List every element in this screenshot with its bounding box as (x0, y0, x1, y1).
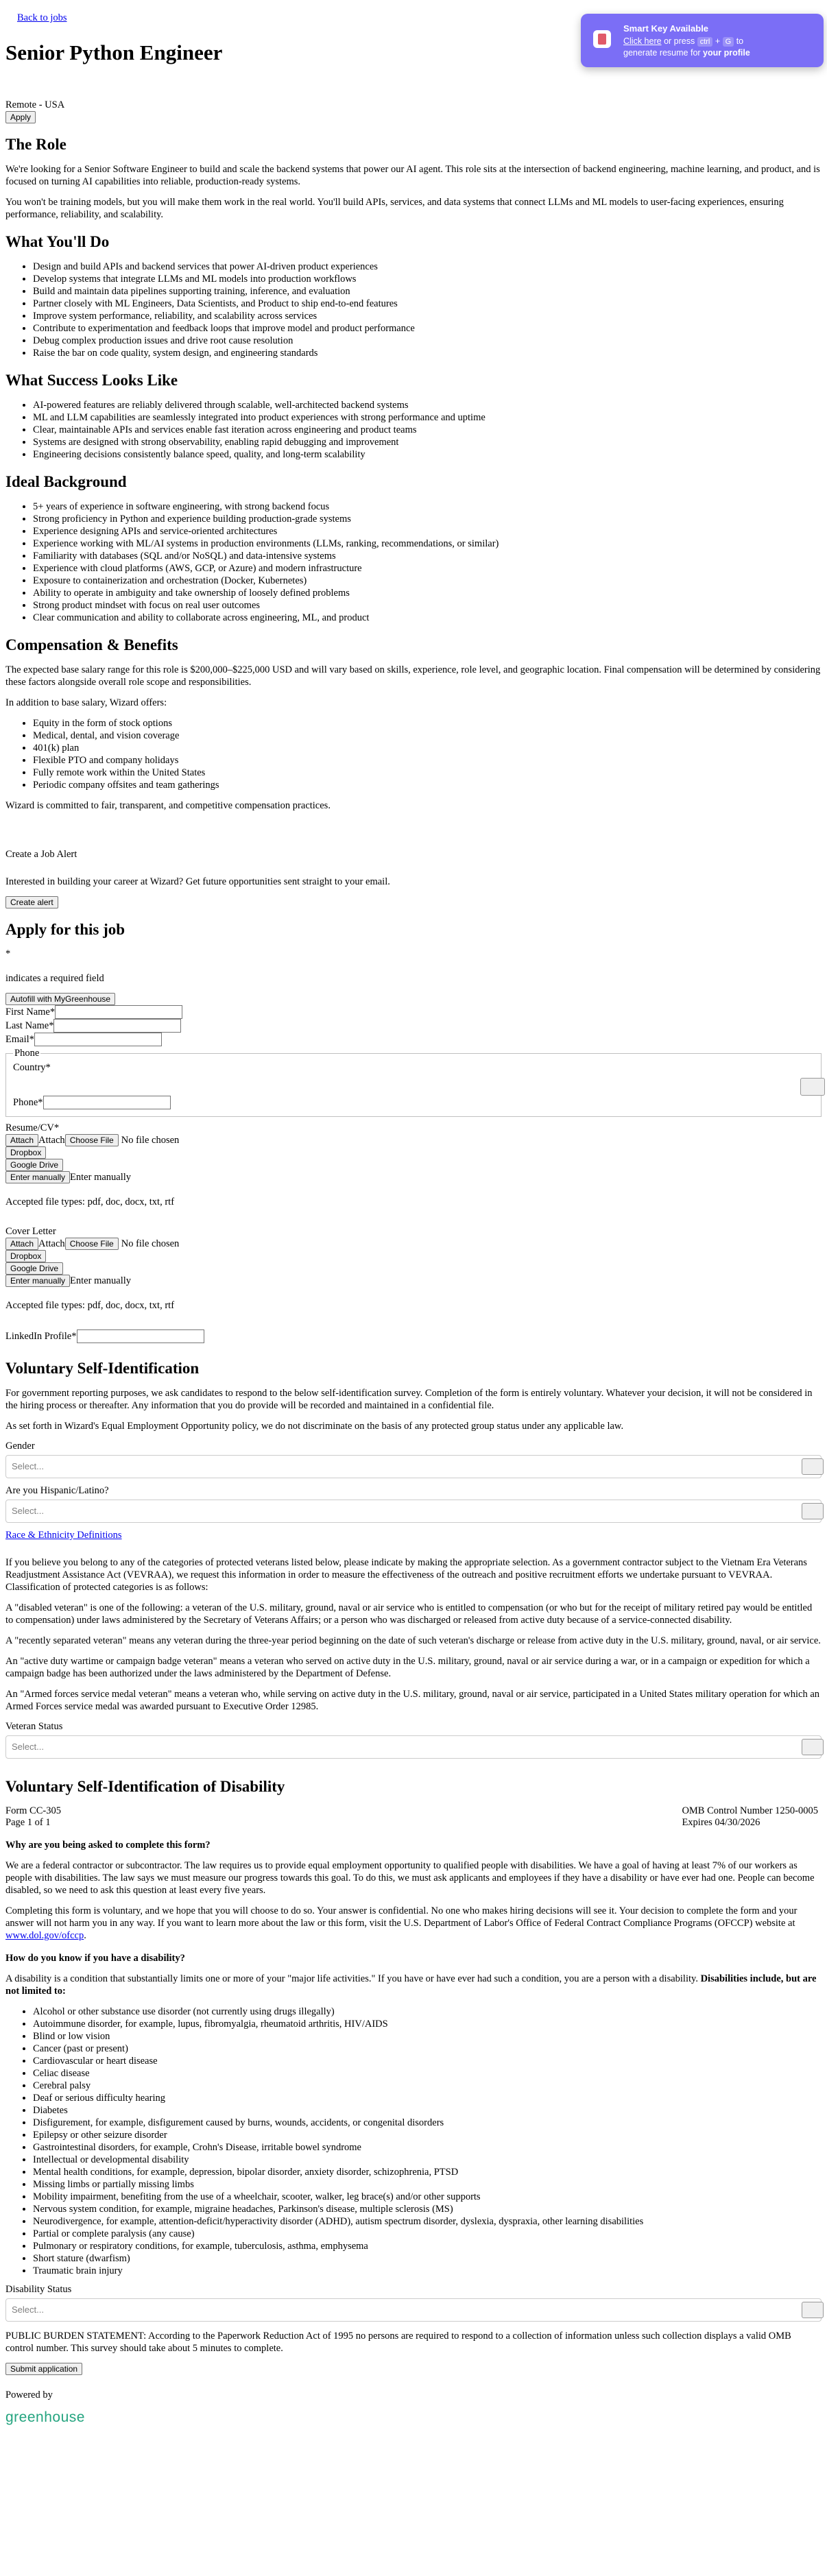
veteran-paragraph: A "disabled veteran" is one of the following: a veteran of the U.S. military, ground, naval or air service who is entitled to compensation (or who but for the receipt of military retired pay would be entitled to compensation) under laws administered by the Secretary of Veterans Affairs; or a person who was discharged or released from active duty because of a service-connected disability. (5, 1602, 813, 1626)
email-label: Email* (5, 1033, 34, 1045)
resume-enter-manually-button[interactable]: Enter manually (5, 1171, 70, 1183)
attach-text: Attach (38, 1238, 65, 1249)
chevron-down-icon[interactable] (802, 2302, 824, 2318)
form-number: Form CC-305 (5, 1805, 61, 1816)
list-item: • Flexible PTO and company holidays (33, 754, 822, 767)
list-item: • Partial or complete paralysis (any cause) (33, 2228, 822, 2240)
chevron-down-icon[interactable] (802, 1503, 824, 1519)
list-item: • Build and maintain data pipelines supporting training, inference, and evaluation (33, 285, 822, 298)
g-key: G (723, 37, 734, 47)
veteran-paragraph: If you believe you belong to any of the categories of protected veterans listed below, please indicate by making the appropriate selection. As a government contractor subject to the Vietnam Era Veterans Readjustment Assistance Act (VEVRAA), we request this information in order to measure the effectiveness of the outreach and positive recruitment efforts we undertake pursuant to VEVRAA. Classification of protected categories is as follows: (5, 1557, 807, 1593)
what-you-do-heading: What You'll Do (5, 233, 110, 250)
list-item: • Gastrointestinal disorders, for example, Crohn's Disease, irritable bowel syndrome (33, 2141, 822, 2154)
chevron-down-icon[interactable] (802, 1739, 824, 1755)
vsi-paragraph: As set forth in Wizard's Equal Employment Opportunity policy, we do not discriminate on the basis of any protected group status under any applicable law. (5, 1421, 624, 1432)
list-item: • Clear, maintainable APIs and services enable fast iteration across engineering and product teams (33, 424, 822, 436)
list-item: • Experience with cloud platforms (AWS, GCP, or Azure) and modern infrastructure (33, 562, 822, 575)
what-you-do-list (5, 261, 822, 359)
list-item: • Alcohol or other substance use disorder (not currently using drugs illegally) (33, 2006, 822, 2018)
disability-question: How do you know if you have a disability? (5, 1953, 185, 1964)
form-header (5, 1805, 822, 1829)
benefits-list (5, 717, 822, 791)
form-page: Page 1 of 1 (5, 1817, 51, 1828)
list-item: • Epilepsy or other seizure disorder (33, 2129, 822, 2141)
list-item: • Pulmonary or respiratory conditions, for example, tuberculosis, asthma, emphysema (33, 2240, 822, 2252)
cover-dropbox-button[interactable]: Dropbox (5, 1250, 46, 1262)
disability-text: . (84, 1930, 86, 1941)
list-item: • Traumatic brain injury (33, 2265, 822, 2277)
enter-manually-text: Enter manually (70, 1171, 132, 1183)
create-alert-button[interactable]: Create alert (5, 896, 58, 908)
phone-input[interactable] (43, 1096, 171, 1109)
cover-google-drive-button[interactable]: Google Drive (5, 1262, 63, 1275)
resume-accepted-types: Accepted file types: pdf, doc, docx, txt, rtf (5, 1196, 175, 1207)
first-name-label: First Name* (5, 1006, 56, 1018)
list-item: • Cancer (past or present) (33, 2043, 822, 2055)
back-to-jobs-link[interactable]: Back to jobs (17, 12, 67, 23)
list-item: • Autoimmune disorder, for example, lupus, fibromyalgia, rheumatoid arthritis, HIV/AIDS (33, 2018, 822, 2030)
toast-click-here-link[interactable]: Click here (623, 36, 662, 46)
list-item: • Experience designing APIs and service-oriented architectures (33, 525, 822, 538)
disability-paragraph: We are a federal contractor or subcontractor. The law requires us to provide equal employment opportunity to qualified people with disabilities. We have a goal of having at least 7% of our workers as people with disabilities. The law says we must measure our progress towards this goal. To do this, we must ask applicants and employees if they have a disability or have ever had one. People can become disabled, so we need to ask this question at least every five years. (5, 1860, 815, 1896)
cover-enter-manually-button[interactable]: Enter manually (5, 1275, 70, 1287)
list-item: • Disfigurement, for example, disfigurement caused by burns, wounds, accidents, or congenital disorders (33, 2117, 822, 2129)
list-item: • Contribute to experimentation and feedback loops that improve model and product performance (33, 322, 822, 335)
disability-paragraph (5, 1905, 822, 1942)
role-heading: The Role (5, 136, 67, 153)
linkedin-label: LinkedIn Profile* (5, 1330, 77, 1342)
ctrl-key: ctrl (697, 37, 713, 47)
list-item: • Cerebral palsy (33, 2080, 822, 2092)
submit-application-button[interactable]: Submit application (5, 2363, 82, 2375)
veteran-status-select[interactable] (5, 1735, 822, 1759)
list-item: • Debug complex production issues and drive root cause resolution (33, 335, 822, 347)
required-note: indicates a required field (5, 973, 104, 984)
list-item: • ML and LLM capabilities are seamlessly integrated into product experiences with strong performance and uptime (33, 411, 822, 424)
list-item: • Blind or low vision (33, 2030, 822, 2043)
list-item: • Periodic company offsites and team gatherings (33, 779, 822, 791)
toast-text: generate resume for (623, 48, 701, 58)
background-heading: Ideal Background (5, 473, 127, 490)
background-list (5, 501, 822, 624)
success-heading: What Success Looks Like (5, 372, 178, 389)
ofccp-link[interactable]: www.dol.gov/ofccp (5, 1930, 84, 1941)
chevron-down-icon[interactable] (800, 1078, 825, 1096)
country-label: Country* (13, 1062, 51, 1073)
list-item: • Celiac disease (33, 2067, 822, 2080)
required-asterisk: * (5, 948, 11, 959)
public-burden-statement: PUBLIC BURDEN STATEMENT: According to the Paperwork Reduction Act of 1995 no persons are required to respond to a collection of information unless such collection displays a valid OMB control number. This survey should take about 5 minutes to complete. (5, 2331, 791, 2354)
autofill-button[interactable]: Autofill with MyGreenhouse (5, 993, 115, 1005)
cover-letter-label: Cover Letter (5, 1226, 56, 1237)
resume-choose-file-button[interactable]: Choose File (65, 1134, 119, 1146)
disability-text: Completing this form is voluntary, and we hope that you will choose to do so. Your answer is confidential. No one who makes hiring decisions will see it. Your decision to complete the form and your answer will not harm you in any way. If you want to learn more about the law or this form, visit the U.S. Department of Labor's Office of Federal Contract Compliance Programs (OFCCP) website at (5, 1905, 798, 1929)
list-item: • 5+ years of experience in software engineering, with strong backend focus (33, 501, 822, 513)
greenhouse-logo[interactable]: greenhouse (5, 2409, 85, 2425)
select-placeholder: Select... (12, 2304, 44, 2315)
powered-by: Powered by (5, 2390, 53, 2400)
country-select[interactable] (13, 1074, 814, 1096)
list-item: • Neurodivergence, for example, attention-deficit/hyperactivity disorder (ADHD), autism spectrum disorder, dyslexia, dyspraxia, other learning disabilities (33, 2215, 822, 2228)
disability-bold-text: Disabilities include, but are not limited to: (5, 1973, 817, 1997)
last-name-input[interactable] (53, 1019, 181, 1033)
job-alert-text: Interested in building your career at Wizard? Get future opportunities sent straight to your email. (5, 876, 390, 887)
gender-label: Gender (5, 1441, 35, 1452)
veteran-paragraph: A "recently separated veteran" means any veteran during the three-year period beginning on the date of such veteran's discharge or release from active duty in the U.S. military, ground, naval, or air service. (5, 1635, 821, 1646)
success-list (5, 399, 822, 461)
list-item: • Mobility impairment, benefiting from the use of a wheelchair, scooter, walker, leg brace(s) and/or other supports (33, 2191, 822, 2203)
list-item: • Strong proficiency in Python and experience building production-grade systems (33, 513, 822, 525)
role-paragraph: You won't be training models, but you will make them work in the real world. You'll build APIs, services, and data systems that connect LLMs and ML models to user-facing experiences, ensuring performance, reliability, and scalability. (5, 197, 784, 220)
resume-attach-button[interactable]: Attach (5, 1134, 38, 1146)
gender-select[interactable] (5, 1455, 822, 1478)
toast-text: or press (664, 36, 695, 46)
resume-google-drive-button[interactable]: Google Drive (5, 1159, 63, 1171)
job-alert-title: Create a Job Alert (5, 849, 77, 860)
list-item: • Raise the bar on code quality, system design, and engineering standards (33, 347, 822, 359)
comp-paragraph: Wizard is committed to fair, transparent, and competitive compensation practices. (5, 800, 331, 811)
select-placeholder: Select... (12, 1742, 44, 1752)
plus-text: + (715, 36, 721, 46)
hispanic-select[interactable] (5, 1500, 822, 1523)
apply-button[interactable]: Apply (5, 111, 36, 123)
race-ethnicity-link[interactable]: Race & Ethnicity Definitions (5, 1530, 122, 1541)
list-item: • Systems are designed with strong observability, enabling rapid debugging and improvement (33, 436, 822, 448)
disability-question: Why are you being asked to complete this form? (5, 1840, 211, 1851)
list-item: • Fully remote work within the United States (33, 767, 822, 779)
list-item: • Mental health conditions, for example, depression, bipolar disorder, anxiety disorder, schizophrenia, PTSD (33, 2166, 822, 2178)
list-item: • Experience working with ML/AI systems in production environments (LLMs, ranking, recommendations, or similar) (33, 538, 822, 550)
phone-fieldset (5, 1048, 822, 1117)
compensation-heading: Compensation & Benefits (5, 636, 178, 653)
select-placeholder: Select... (12, 1506, 44, 1516)
list-item: • Nervous system condition, for example, migraine headaches, Parkinson's disease, multiple sclerosis (MS) (33, 2203, 822, 2215)
cover-no-file: No file chosen (121, 1238, 180, 1249)
enter-manually-text: Enter manually (70, 1275, 132, 1286)
list-item: • Cardiovascular or heart disease (33, 2055, 822, 2067)
list-item: • Clear communication and ability to collaborate across engineering, ML, and product (33, 612, 822, 624)
comp-paragraph: The expected base salary range for this role is $200,000–$225,000 USD and will vary based on skills, experience, role level, and geographic location. Final compensation will be determined by considering these factors alongside overall role scope and responsibilities. (5, 664, 821, 688)
job-location: Remote - USA (5, 99, 65, 110)
list-item: • Missing limbs or partially missing limbs (33, 2178, 822, 2191)
list-item: • Deaf or serious difficulty hearing (33, 2092, 822, 2104)
chevron-down-icon[interactable] (802, 1458, 824, 1475)
list-item: • Diabetes (33, 2104, 822, 2117)
role-paragraph: We're looking for a Senior Software Engineer to build and scale the backend systems that power our AI agent. This role sits at the intersection of backend engineering, machine learning, and product, and is focused on turning AI capabilities into reliable, production-ready systems. (5, 164, 820, 187)
phone-label: Phone* (13, 1096, 43, 1108)
phone-legend: Phone (14, 1048, 40, 1059)
linkedin-input[interactable] (77, 1329, 204, 1343)
disability-status-label: Disability Status (5, 2284, 72, 2295)
veteran-paragraph: An "Armed forces service medal veteran" means a veteran who, while serving on active duty in the U.S. military, ground, naval or air service, participated in a United States military operation for which an Armed Forces service medal was awarded pursuant to Executive Order 12985. (5, 1689, 820, 1712)
toast-text: to (736, 36, 744, 46)
disability-heading: Voluntary Self-Identification of Disability (5, 1778, 285, 1795)
list-item: • Equity in the form of stock options (33, 717, 822, 730)
veteran-status-label: Veteran Status (5, 1721, 63, 1732)
list-item: • Ability to operate in ambiguity and take ownership of loosely defined problems (33, 587, 822, 599)
job-page (5, 12, 822, 2426)
cover-choose-file-button[interactable]: Choose File (65, 1238, 119, 1250)
disability-text: A disability is a condition that substantially limits one or more of your "major life activities." If you have or have ever had such a condition, you are a person with a disability. (5, 1973, 701, 1984)
resume-no-file: No file chosen (121, 1134, 180, 1146)
list-item: • Improve system performance, reliability, and scalability across services (33, 310, 822, 322)
vsi-paragraph: For government reporting purposes, we ask candidates to respond to the below self-identification survey. Completion of the form is entirely voluntary. Whatever your decision, it will not be considered in the hiring process or thereafter. Any information that you do provide will be recorded and maintained in a confidential file. (5, 1388, 813, 1411)
first-name-input[interactable] (55, 1005, 182, 1019)
resume-dropbox-button[interactable]: Dropbox (5, 1146, 46, 1159)
cover-accepted-types: Accepted file types: pdf, doc, docx, txt, rtf (5, 1300, 175, 1311)
list-item: • Strong product mindset with focus on real user outcomes (33, 599, 822, 612)
list-item: • Familiarity with databases (SQL and/or NoSQL) and data-intensive systems (33, 550, 822, 562)
list-item: • Medical, dental, and vision coverage (33, 730, 822, 742)
toast-profile-text: your profile (703, 48, 750, 58)
list-item: • Engineering decisions consistently balance speed, quality, and long-term scalability (33, 448, 822, 461)
disability-status-select[interactable] (5, 2298, 822, 2322)
list-item: • Short stature (dwarfism) (33, 2252, 822, 2265)
list-item: • Exposure to containerization and orchestration (Docker, Kubernetes) (33, 575, 822, 587)
email-input[interactable] (34, 1033, 162, 1046)
veteran-paragraph: An "active duty wartime or campaign badge veteran" means a veteran who served on active duty in the U.S. military, ground, naval or air service during a war, or in a campaign or expedition for which a campaign badge has been authorized under the laws administered by the Department of Defense. (5, 1656, 810, 1679)
attach-text: Attach (38, 1134, 65, 1146)
list-item: • Design and build APIs and backend services that power AI-driven product experiences (33, 261, 822, 273)
list-item: • AI-powered features are reliably delivered through scalable, well-architected backend systems (33, 399, 822, 411)
list-item: • 401(k) plan (33, 742, 822, 754)
disability-paragraph (5, 1973, 822, 1997)
list-item: • Intellectual or developmental disability (33, 2154, 822, 2166)
hispanic-label: Are you Hispanic/Latino? (5, 1485, 109, 1496)
disability-list (5, 2006, 822, 2277)
omb-number: OMB Control Number 1250-0005 (682, 1805, 818, 1816)
select-placeholder: Select... (12, 1461, 44, 1471)
cover-attach-button[interactable]: Attach (5, 1238, 38, 1250)
form-expires: Expires 04/30/2026 (682, 1817, 760, 1828)
list-item: • Partner closely with ML Engineers, Data Scientists, and Product to ship end-to-end features (33, 298, 822, 310)
list-item: • Develop systems that integrate LLMs and ML models into production workflows (33, 273, 822, 285)
apply-heading: Apply for this job (5, 921, 125, 938)
vsi-heading: Voluntary Self-Identification (5, 1360, 200, 1377)
resume-label: Resume/CV* (5, 1122, 60, 1133)
comp-paragraph: In addition to base salary, Wizard offers: (5, 697, 167, 708)
job-title: Senior Python Engineer (5, 40, 223, 64)
last-name-label: Last Name* (5, 1020, 54, 1031)
toast-title: Smart Key Available (623, 23, 709, 34)
